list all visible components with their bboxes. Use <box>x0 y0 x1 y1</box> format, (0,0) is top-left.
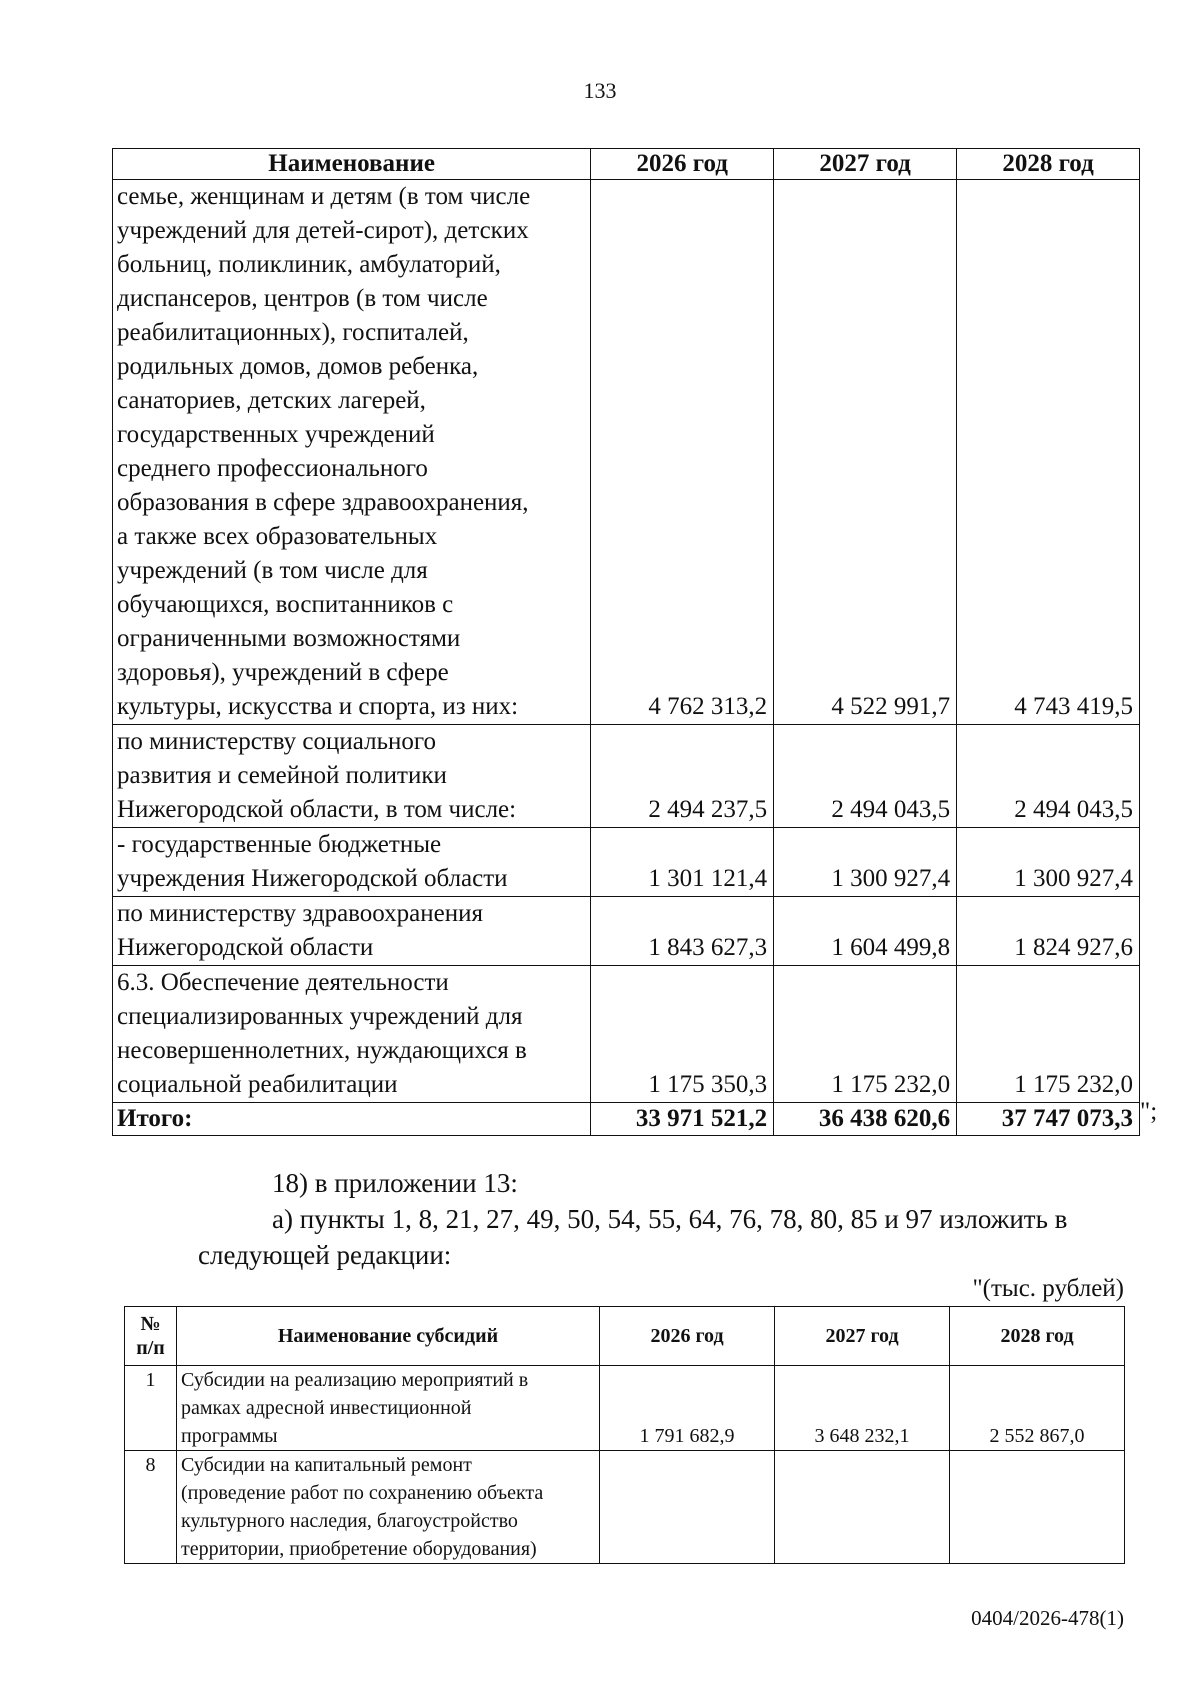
row-name: 6.3. Обеспечение деятельности специализированных учреждений для несовершеннолетних, нуждающихся в социальной реабилитации <box>113 966 591 1103</box>
row-name: Субсидии на реализацию мероприятий в рамках адресной инвестиционной программы <box>177 1366 600 1451</box>
value-2027: 1 175 232,0 <box>774 966 957 1103</box>
column-header-2027: 2027 год <box>774 149 957 180</box>
table-header-row <box>125 1307 1125 1366</box>
row-name: Субсидии на капитальный ремонт (проведение работ по сохранению объекта культурного наследия, благоустройство территории, приобретение оборудования) <box>177 1451 600 1564</box>
row-number: 1 <box>125 1366 177 1451</box>
value-2028: 1 175 232,0 <box>957 966 1140 1103</box>
table-row <box>113 180 1140 725</box>
column-header-2026: 2026 год <box>591 149 774 180</box>
value-2027: 3 648 232,1 <box>775 1366 950 1451</box>
column-header-subsidy-name: Наименование субсидий <box>177 1307 600 1366</box>
column-header-2027: 2027 год <box>775 1307 950 1366</box>
value-2026: 1 175 350,3 <box>591 966 774 1103</box>
row-name: по министерству здравоохранения Нижегородской области <box>113 897 591 966</box>
total-row <box>113 1103 1140 1136</box>
value-2026 <box>600 1451 775 1564</box>
row-name: по министерству социального развития и семейной политики Нижегородской области, в том числе: <box>113 725 591 828</box>
value-2027: 4 522 991,7 <box>774 180 957 725</box>
value-2028: 1 824 927,6 <box>957 897 1140 966</box>
value-2028: 2 494 043,5 <box>957 725 1140 828</box>
total-2028: 37 747 073,3 <box>957 1103 1140 1136</box>
column-header-2028: 2028 год <box>950 1307 1125 1366</box>
value-2027: 1 604 499,8 <box>774 897 957 966</box>
total-2026: 33 971 521,2 <box>591 1103 774 1136</box>
row-name: - государственные бюджетные учреждения Нижегородской области <box>113 828 591 897</box>
value-2028 <box>950 1451 1125 1564</box>
value-2026: 2 494 237,5 <box>591 725 774 828</box>
closing-quote-mark: "; <box>1140 1098 1158 1125</box>
appropriations-table <box>112 148 1140 1136</box>
column-header-number: № п/п <box>125 1307 177 1366</box>
value-2026: 4 762 313,2 <box>591 180 774 725</box>
paragraph-item-a-continued: следующей редакции: <box>198 1240 452 1270</box>
table-row <box>113 725 1140 828</box>
units-label: "(тыс. рублей) <box>972 1275 1124 1302</box>
table-row <box>113 828 1140 897</box>
row-number: 8 <box>125 1451 177 1564</box>
value-2027: 2 494 043,5 <box>774 725 957 828</box>
value-2028: 2 552 867,0 <box>950 1366 1125 1451</box>
value-2026: 1 843 627,3 <box>591 897 774 966</box>
paragraph-item-a: а) пункты 1, 8, 21, 27, 49, 50, 54, 55, 64, 76, 78, 80, 85 и 97 изложить в <box>272 1204 1068 1234</box>
column-header-2028: 2028 год <box>957 149 1140 180</box>
row-name: семье, женщинам и детям (в том числе учреждений для детей-сирот), детских больниц, поликлиник, амбулаторий, диспансеров, центров (в том числе реабилитационных), госпиталей, родильных домов, домов ребенка, санаториев, детских лагерей, государственных учреждений среднего профессионального образования в сфере здравоохранения, а также всех образовательных учреждений (в том числе для обучающихся, воспитанников с ограниченными возможностями здоровья), учреждений в сфере культуры, искусства и спорта, из них: <box>113 180 591 725</box>
table-row <box>125 1451 1125 1564</box>
table-header-row <box>113 149 1140 180</box>
value-2028: 1 300 927,4 <box>957 828 1140 897</box>
total-2027: 36 438 620,6 <box>774 1103 957 1136</box>
column-header-name: Наименование <box>113 149 591 180</box>
table-row <box>125 1366 1125 1451</box>
value-2028: 4 743 419,5 <box>957 180 1140 725</box>
table-row <box>113 897 1140 966</box>
page-number: 133 <box>583 78 617 103</box>
paragraph-item-18: 18) в приложении 13: <box>272 1168 518 1198</box>
value-2026: 1 791 682,9 <box>600 1366 775 1451</box>
value-2026: 1 301 121,4 <box>591 828 774 897</box>
value-2027: 1 300 927,4 <box>774 828 957 897</box>
table-row <box>113 966 1140 1103</box>
value-2027 <box>775 1451 950 1564</box>
document-code: 0404/2026-478(1) <box>971 1606 1124 1630</box>
subsidies-table <box>124 1306 1125 1564</box>
column-header-2026: 2026 год <box>600 1307 775 1366</box>
total-label: Итого: <box>113 1103 591 1136</box>
